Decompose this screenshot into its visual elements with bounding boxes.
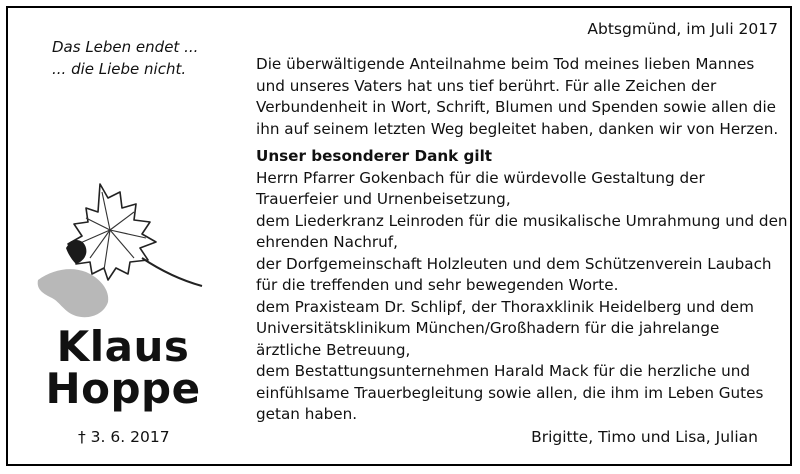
thanks-line: für die treffenden und sehr bewegenden Worte. [256,276,619,294]
maple-leaf-icon [30,178,215,328]
leaf-stem [142,258,202,286]
deceased-name [38,322,208,413]
thanks-paragraph [256,168,786,426]
motto [52,36,198,80]
motto-line: ... die Liebe nicht. [52,60,187,78]
thanks-line: der Dorfgemeinschaft Holzleuten und dem Schützenverein Laubach [256,254,772,273]
thanks-line: Trauerfeier und Urnenbeisetzung, [256,190,511,208]
leaf-shadow [38,269,109,317]
intro-paragraph [256,54,786,140]
motto-line: Das Leben endet ... [52,38,199,56]
thanks-line: ärztliche Betreuung, [256,340,411,359]
death-date: † 3. 6. 2017 [78,428,170,446]
thanks-line: getan haben. [256,405,358,423]
thanks-line: Herrn Pfarrer Gokenbach für die würdevolle Gestaltung der [256,168,705,187]
deceased-last-name: Hoppe [45,364,201,413]
thanks-line: ehrenden Nachruf, [256,233,398,251]
intro-line: Verbundenheit in Wort, Schrift, Blumen und Spenden sowie allen die [256,98,777,116]
deceased-first-name: Klaus [56,322,190,371]
thanks-heading: Unser besonderer Dank gilt [256,147,493,165]
place-date: Abtsgmünd, im Juli 2017 [587,20,778,38]
signature: Brigitte, Timo und Lisa, Julian [531,428,758,446]
intro-line: und unseres Vaters hat uns tief berührt. Für alle Zeichen der [256,76,717,95]
thanks-line: Universitätsklinikum München/Großhadern für die jahrelange [256,319,720,337]
intro-line: Die überwältigende Anteilnahme beim Tod meines lieben Mannes [256,55,755,73]
thanks-line: dem Liederkranz Leinroden für die musikalische Umrahmung und den [256,211,788,230]
notice-body [256,54,786,426]
thanks-line: dem Bestattungsunternehmen Harald Mack für die herzliche und [256,362,751,380]
thanks-line: einfühlsame Trauerbegleitung sowie allen, die ihm im Leben Gutes [256,383,764,402]
intro-line: ihn auf seinem letzten Weg begleitet haben, danken wir von Herzen. [256,119,779,138]
thanks-line: dem Praxisteam Dr. Schlipf, der Thoraxklinik Heidelberg und dem [256,297,754,316]
